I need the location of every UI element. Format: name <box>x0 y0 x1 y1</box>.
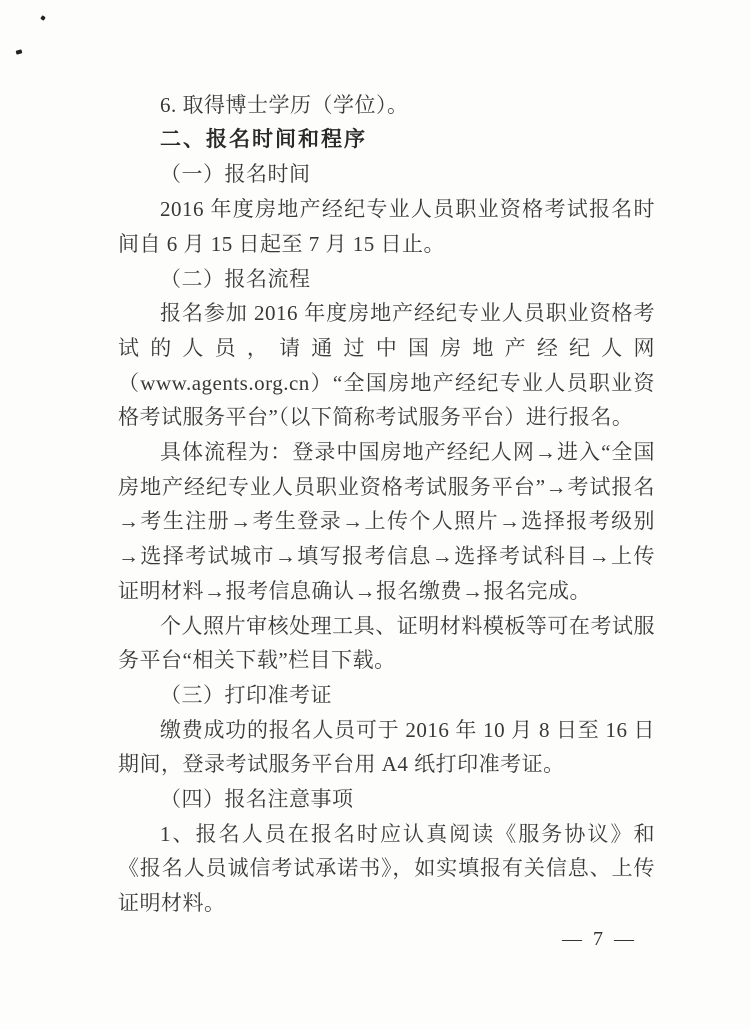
scan-artifact-speck <box>40 15 46 21</box>
page-number: — 7 — <box>562 928 637 950</box>
subsection-heading-registration-notes: （四）报名注意事项 <box>160 787 354 812</box>
scan-artifact-speck <box>16 49 23 54</box>
paragraph-admission-ticket-printing: 缴费成功的报名人员可于 2016 年 10 月 8 日至 16 日期间，登录考试服务平台用 A4 纸打印准考证。 <box>118 717 655 777</box>
subsection-heading-print-admission-ticket: （三）打印准考证 <box>160 682 332 707</box>
section-heading-registration-time-and-procedure: 二、报名时间和程序 <box>160 127 367 151</box>
paragraph-download-tools: 个人照片审核处理工具、证明材料模板等可在考试服务平台“相关下载”栏目下载。 <box>118 613 655 673</box>
document-body <box>118 88 655 921</box>
paragraph-registration-period: 2016 年度房地产经纪专业人员职业资格考试报名时间自 6 月 15 日起至 7 月 15 日止。 <box>118 197 655 256</box>
list-item-degree-requirement: 6. 取得博士学历（学位）。 <box>160 93 409 117</box>
paragraph-note-read-agreements: 1、报名人员在报名时应认真阅读《服务协议》和《报名人员诚信考试承诺书》，如实填报有关信息、上传证明材料。 <box>118 821 655 916</box>
subsection-heading-registration-time: （一）报名时间 <box>160 162 311 187</box>
subsection-heading-registration-process: （二）报名流程 <box>160 266 311 291</box>
paragraph-registration-website: 报名参加 2016 年度房地产经纪专业人员职业资格考试的人员，请通过中国房地产经纪人网（www.agents.org.cn）“全国房地产经纪专业人员职业资格考试服务平台”（以下简称考试服务平台）进行报名。 <box>118 301 655 430</box>
paragraph-registration-steps: 具体流程为：登录中国房地产经纪人网→进入“全国房地产经纪专业人员职业资格考试服务平台”→考试报名→考生注册→考生登录→上传个人照片→选择报考级别→选择考试城市→填写报考信息→选择考试科目→上传证明材料→报考信息确认→报名缴费→报名完成。 <box>118 440 655 603</box>
